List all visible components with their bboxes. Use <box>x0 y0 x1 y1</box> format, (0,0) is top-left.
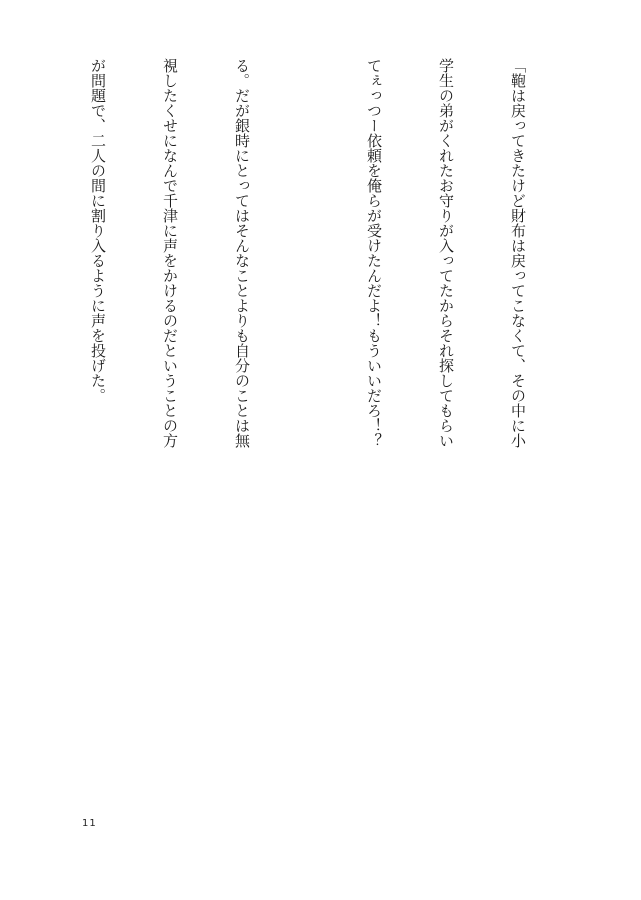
text-line: が問題で、二人の間に割り入るように声を投げた。 <box>89 58 107 403</box>
text-line: 「鞄は戻ってきたけど財布は戻ってこなくて、その中に小 <box>509 58 527 448</box>
text-line: てぇっつー依頼を俺らが受けたんだよ！もういいだろ！？ <box>365 58 383 448</box>
text-block-right <box>338 58 578 740</box>
text-line: る。だが銀時にとってはそんなことよりも自分のことは無 <box>233 58 251 448</box>
text-line: 視したくせになんで千津に声をかけるのだということの方 <box>161 58 179 448</box>
text-block-left <box>62 58 302 740</box>
page-number: 11 <box>82 818 97 829</box>
text-line: 学生の弟がくれたお守りが入ってたからそれ探してもらい <box>437 58 455 448</box>
